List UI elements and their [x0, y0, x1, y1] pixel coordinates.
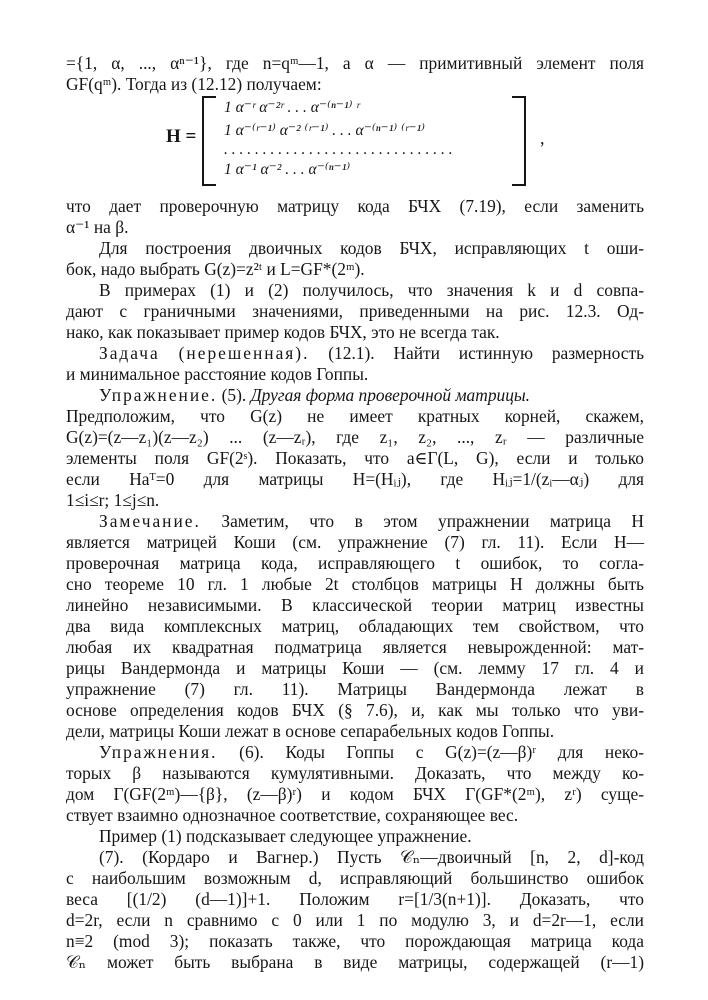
text-line: ствует взаимно однозначное соответствие, сохраняющее вес.	[66, 805, 519, 825]
text-line: Предположим, что G(z) не имеет кратных корней, скажем,	[66, 406, 644, 426]
matrix-comma: ,	[540, 128, 545, 148]
matrix-row: 1 α⁻ʳ α⁻²ʳ . . . α⁻⁽ⁿ⁻¹⁾ ʳ	[224, 99, 360, 116]
right-bracket	[512, 96, 526, 186]
text-line: бок, надо выбрать G(z)=z²ᵗ и L=GF*(2ᵐ).	[66, 259, 365, 279]
text-line: торых β называются кумулятивными. Доказать, что между ко-	[66, 763, 644, 783]
text-line: GF(qᵐ). Тогда из (12.12) получаем:	[66, 74, 322, 94]
text-line: и минимальное расстояние кодов Гоппы.	[66, 364, 369, 384]
text-line: с наибольшим возможным d, исправляющий большинство ошибок	[66, 868, 644, 888]
exercise-number: (5).	[217, 385, 251, 405]
exercise-title: Другая форма проверочной матрицы.	[250, 385, 531, 405]
text-line: нако, как показывает пример кодов БЧХ, это не всегда так.	[66, 322, 500, 342]
text-line: В примерах (1) и (2) получилось, что значения k и d совпа-	[99, 280, 644, 300]
text-line: ={1, α, ..., αⁿ⁻¹}, где n=qᵐ—1, а α — примитивный элемент поля	[66, 53, 644, 73]
remark-heading	[99, 511, 644, 532]
text-line: Пример (1) подсказывает следующее упражнение.	[99, 826, 472, 846]
text-line: любая их квадратная подматрица является невырожденной: мат-	[66, 637, 644, 657]
remark-rest: Заметим, что в этом упражнении матрица H	[200, 511, 644, 531]
remark-label: Замечание.	[99, 511, 201, 531]
text-line: 1≤i≤r; 1≤j≤n.	[66, 490, 160, 510]
text-line: проверочная матрица кода, исправляющего t ошибок, то согла-	[66, 553, 644, 573]
exercise-label: Упражнение.	[99, 385, 218, 405]
task-heading	[99, 343, 644, 364]
text-line: веса [(1/2) (d—1)]+1. Положим r=[1/3(n+1)]. Доказать, что	[66, 889, 644, 909]
text-line: сно теореме 10 гл. 1 любые 2t столбцов матрицы H должны быть	[66, 574, 644, 594]
text-line: d=2r, если n сравнимо с 0 или 1 по модулю 3, и d=2r—1, если	[66, 910, 644, 930]
text-line: является матрицей Коши (см. упражнение (7) гл. 11). Если H—	[66, 532, 644, 552]
text-line: что дает проверочную матрицу кода БЧХ (7.19), если заменить	[66, 196, 644, 216]
exercise-heading	[99, 385, 644, 406]
task-label: Задача	[99, 343, 160, 363]
matrix-row: 1 α⁻⁽ʳ⁻¹⁾ α⁻² ⁽ʳ⁻¹⁾ . . . α⁻⁽ⁿ⁻¹⁾ ⁽ʳ⁻¹⁾	[224, 122, 425, 139]
text-line: линейно независимыми. В классической теории матриц известны	[66, 595, 644, 615]
text-line: n≡2 (mod 3); показать также, что порождающая матрица кода	[66, 931, 644, 951]
exercises-rest: (6). Коды Гоппы с G(z)=(z—β)ʳ для неко-	[217, 742, 644, 762]
task-rest: (12.1). Найти истинную размерность	[309, 343, 644, 363]
text-line: 𝒞ₙ может быть выбрана в виде матрицы, содержащей (r—1)	[66, 952, 644, 972]
text-line: Для построения двоичных кодов БЧХ, исправляющих t оши-	[99, 238, 644, 258]
text-line: дели, матрицы Коши лежат в основе сепарабельных кодов Гоппы.	[66, 721, 555, 741]
text-line: G(z)=(z—z₁)(z—z₂) ... (z—zᵣ), где z₁, z₂, ..., zᵣ — различные	[66, 427, 644, 447]
exercises-heading	[99, 742, 644, 763]
matrix-row: . . . . . . . . . . . . . . . . . . . . . . . . . . . . . .	[224, 141, 453, 158]
text-line: элементы поля GF(2ˢ). Показать, что a∈Γ(L, G), если и только	[66, 448, 644, 468]
left-bracket	[202, 96, 216, 186]
matrix-label: H =	[166, 126, 197, 147]
text-line: рицы Вандермонда и матрицы Коши — (см. лемму 17 гл. 4 и	[66, 658, 644, 678]
text-line: два вида комплексных матриц, обладающих тем свойством, что	[66, 616, 644, 636]
exercises-label: Упражнения.	[99, 742, 218, 762]
text-line: дают с граничными значениями, приведенными на рис. 12.3. Од-	[66, 301, 644, 321]
text-line: α⁻¹ на β.	[66, 217, 129, 237]
task-kind: (нерешенная).	[178, 343, 310, 363]
text-line: упражнение (7) гл. 11). Матрицы Вандермонда лежат в	[66, 679, 644, 699]
check-matrix	[160, 92, 560, 190]
text-line: дом Γ(GF(2ᵐ)—{β}, (z—β)ʳ) и кодом БЧХ Γ(GF*(2ᵐ), zʳ) суще-	[66, 784, 644, 804]
text-line: если Haᵀ=0 для матрицы H=(Hᵢⱼ), где Hᵢⱼ=1/(zᵢ—αⱼ) для	[66, 469, 644, 489]
text-line: основе определения кодов БЧХ (§ 7.6), и, как мы только что уви-	[66, 700, 644, 720]
text-line: (7). (Кордаро и Вагнер.) Пусть 𝒞ₙ—двоичный [n, 2, d]-код	[99, 847, 644, 867]
matrix-row: 1 α⁻¹ α⁻² . . . α⁻⁽ⁿ⁻¹⁾	[224, 161, 351, 178]
